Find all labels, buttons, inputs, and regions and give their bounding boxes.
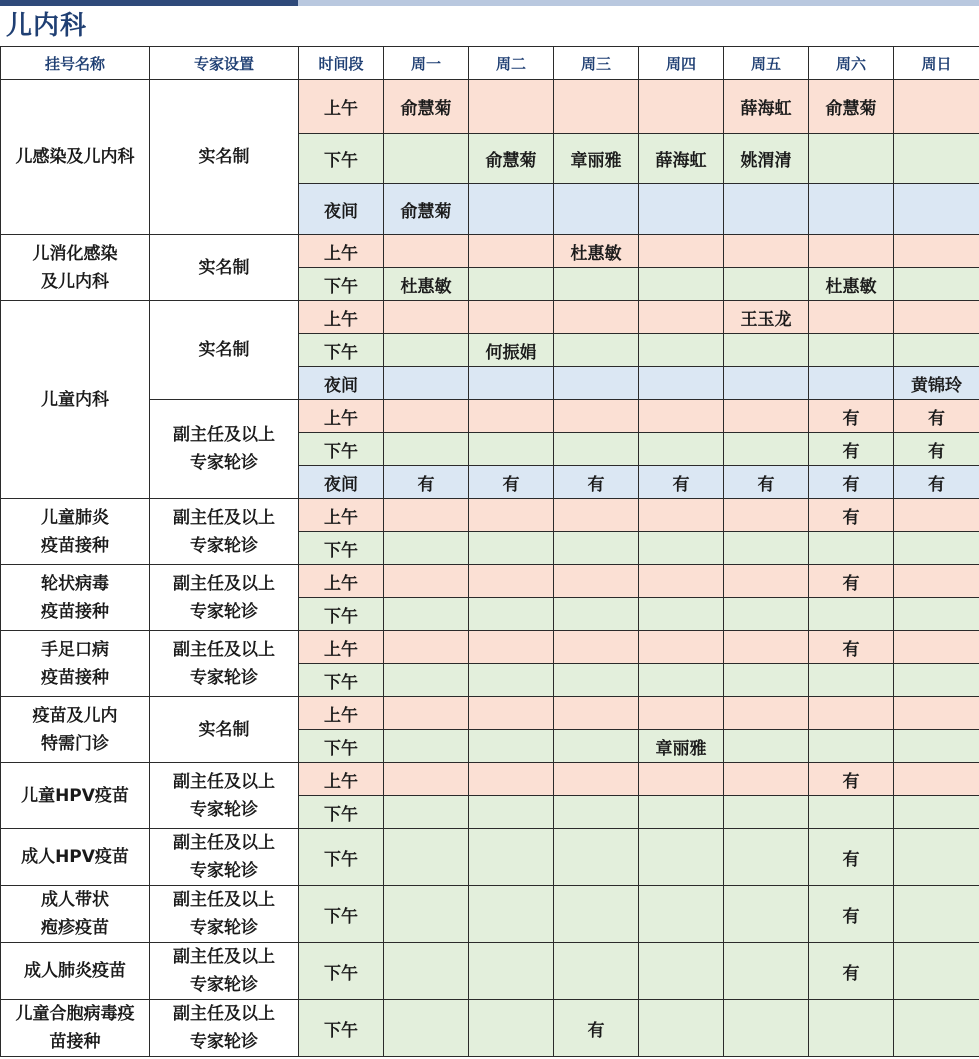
time-slot-cell: 上午	[299, 631, 384, 664]
schedule-cell-monday	[384, 664, 469, 697]
schedule-cell-sunday	[894, 730, 979, 763]
time-slot-cell: 夜间	[299, 184, 384, 235]
schedule-cell-sunday	[894, 763, 979, 796]
schedule-cell-friday	[724, 829, 809, 886]
schedule-cell-sunday	[894, 499, 979, 532]
time-slot-cell: 上午	[299, 80, 384, 134]
schedule-cell-wednesday	[554, 367, 639, 400]
registration-name-cell: 儿消化感染 及儿内科	[1, 235, 150, 301]
schedule-cell-friday: 王玉龙	[724, 301, 809, 334]
schedule-cell-monday	[384, 886, 469, 943]
time-slot-cell: 上午	[299, 400, 384, 433]
schedule-cell-thursday	[639, 532, 724, 565]
schedule-cell-monday	[384, 367, 469, 400]
registration-name-cell: 儿童HPV疫苗	[1, 763, 150, 829]
schedule-cell-saturday	[809, 334, 894, 367]
top-accent-bar	[0, 0, 979, 6]
schedule-cell-saturday: 有	[809, 466, 894, 499]
table-row	[1, 829, 979, 886]
schedule-cell-wednesday	[554, 730, 639, 763]
header-monday: 周一	[384, 47, 469, 80]
schedule-cell-thursday	[639, 664, 724, 697]
schedule-cell-wednesday	[554, 268, 639, 301]
schedule-cell-friday: 薛海虹	[724, 80, 809, 134]
table-row	[1, 697, 979, 730]
schedule-cell-friday	[724, 433, 809, 466]
schedule-cell-wednesday: 有	[554, 466, 639, 499]
schedule-cell-sunday	[894, 184, 979, 235]
expert-setting-cell: 副主任及以上 专家轮诊	[150, 1000, 299, 1057]
schedule-cell-monday	[384, 631, 469, 664]
schedule-cell-monday: 俞慧菊	[384, 184, 469, 235]
registration-name-cell: 疫苗及儿内 特需门诊	[1, 697, 150, 763]
schedule-cell-friday	[724, 943, 809, 1000]
schedule-cell-sunday	[894, 134, 979, 184]
schedule-cell-wednesday	[554, 631, 639, 664]
schedule-cell-saturday	[809, 235, 894, 268]
schedule-cell-friday	[724, 184, 809, 235]
time-slot-cell: 上午	[299, 697, 384, 730]
time-slot-cell: 夜间	[299, 367, 384, 400]
header-thursday: 周四	[639, 47, 724, 80]
time-slot-cell: 下午	[299, 598, 384, 631]
table-row	[1, 301, 979, 334]
schedule-cell-monday	[384, 796, 469, 829]
schedule-cell-tuesday	[469, 80, 554, 134]
expert-setting-cell: 副主任及以上 专家轮诊	[150, 499, 299, 565]
schedule-cell-monday	[384, 499, 469, 532]
schedule-cell-monday	[384, 829, 469, 886]
schedule-cell-thursday: 章丽雅	[639, 730, 724, 763]
schedule-cell-tuesday: 何振娟	[469, 334, 554, 367]
schedule-cell-wednesday	[554, 697, 639, 730]
schedule-cell-friday: 姚渭清	[724, 134, 809, 184]
schedule-cell-friday	[724, 796, 809, 829]
schedule-cell-tuesday	[469, 1000, 554, 1057]
registration-name-cell: 儿童内科	[1, 301, 150, 499]
schedule-cell-saturday: 俞慧菊	[809, 80, 894, 134]
schedule-cell-wednesday	[554, 433, 639, 466]
schedule-cell-thursday	[639, 1000, 724, 1057]
header-time-slot: 时间段	[299, 47, 384, 80]
schedule-cell-wednesday	[554, 565, 639, 598]
schedule-table	[0, 46, 979, 1057]
table-row	[1, 943, 979, 1000]
registration-name-cell: 儿感染及儿内科	[1, 80, 150, 235]
schedule-cell-monday	[384, 730, 469, 763]
top-accent-bar-dark	[0, 0, 298, 6]
schedule-cell-monday	[384, 598, 469, 631]
schedule-cell-tuesday	[469, 886, 554, 943]
registration-name-cell: 儿童肺炎 疫苗接种	[1, 499, 150, 565]
table-row	[1, 80, 979, 134]
schedule-cell-friday	[724, 235, 809, 268]
time-slot-cell: 下午	[299, 134, 384, 184]
table-row	[1, 235, 979, 268]
schedule-cell-thursday	[639, 829, 724, 886]
schedule-cell-monday: 有	[384, 466, 469, 499]
time-slot-cell: 下午	[299, 664, 384, 697]
schedule-cell-friday	[724, 268, 809, 301]
schedule-cell-friday	[724, 367, 809, 400]
schedule-cell-wednesday: 章丽雅	[554, 134, 639, 184]
time-slot-cell: 下午	[299, 943, 384, 1000]
header-registration-name: 挂号名称	[1, 47, 150, 80]
schedule-cell-sunday: 有	[894, 400, 979, 433]
schedule-cell-friday: 有	[724, 466, 809, 499]
schedule-cell-friday	[724, 763, 809, 796]
schedule-cell-saturday	[809, 598, 894, 631]
schedule-cell-tuesday	[469, 235, 554, 268]
schedule-cell-monday	[384, 763, 469, 796]
expert-setting-cell: 副主任及以上 专家轮诊	[150, 886, 299, 943]
schedule-cell-saturday: 有	[809, 565, 894, 598]
schedule-cell-monday	[384, 334, 469, 367]
schedule-cell-sunday	[894, 268, 979, 301]
time-slot-cell: 上午	[299, 565, 384, 598]
expert-setting-cell: 副主任及以上 专家轮诊	[150, 565, 299, 631]
schedule-cell-sunday: 有	[894, 466, 979, 499]
schedule-cell-sunday	[894, 532, 979, 565]
schedule-cell-sunday	[894, 664, 979, 697]
schedule-cell-wednesday	[554, 334, 639, 367]
schedule-cell-wednesday	[554, 886, 639, 943]
expert-setting-cell: 实名制	[150, 80, 299, 235]
schedule-cell-thursday: 有	[639, 466, 724, 499]
schedule-cell-tuesday	[469, 499, 554, 532]
header-tuesday: 周二	[469, 47, 554, 80]
expert-setting-cell: 副主任及以上 专家轮诊	[150, 763, 299, 829]
schedule-cell-thursday	[639, 301, 724, 334]
schedule-cell-thursday	[639, 886, 724, 943]
schedule-cell-monday: 俞慧菊	[384, 80, 469, 134]
header-sunday: 周日	[894, 47, 979, 80]
schedule-cell-tuesday	[469, 763, 554, 796]
schedule-cell-wednesday: 杜惠敏	[554, 235, 639, 268]
header-wednesday: 周三	[554, 47, 639, 80]
schedule-cell-thursday	[639, 80, 724, 134]
header-expert-setting: 专家设置	[150, 47, 299, 80]
schedule-cell-thursday: 薛海虹	[639, 134, 724, 184]
schedule-cell-monday	[384, 433, 469, 466]
schedule-cell-tuesday	[469, 631, 554, 664]
schedule-cell-wednesday	[554, 943, 639, 1000]
registration-name-cell: 儿童合胞病毒疫 苗接种	[1, 1000, 150, 1057]
time-slot-cell: 下午	[299, 1000, 384, 1057]
schedule-cell-saturday	[809, 532, 894, 565]
schedule-cell-saturday: 有	[809, 763, 894, 796]
schedule-cell-tuesday	[469, 664, 554, 697]
schedule-cell-sunday	[894, 235, 979, 268]
schedule-cell-saturday: 有	[809, 886, 894, 943]
schedule-cell-saturday	[809, 1000, 894, 1057]
schedule-cell-thursday	[639, 334, 724, 367]
registration-name-cell: 成人带状 疱疹疫苗	[1, 886, 150, 943]
expert-setting-cell: 实名制	[150, 697, 299, 763]
schedule-cell-wednesday	[554, 184, 639, 235]
schedule-cell-sunday	[894, 301, 979, 334]
schedule-cell-friday	[724, 697, 809, 730]
time-slot-cell: 下午	[299, 334, 384, 367]
schedule-cell-thursday	[639, 184, 724, 235]
schedule-cell-saturday	[809, 697, 894, 730]
schedule-cell-saturday	[809, 184, 894, 235]
schedule-cell-sunday: 有	[894, 433, 979, 466]
schedule-cell-tuesday	[469, 829, 554, 886]
expert-setting-cell: 实名制	[150, 301, 299, 400]
schedule-cell-thursday	[639, 697, 724, 730]
schedule-cell-sunday	[894, 631, 979, 664]
schedule-cell-tuesday	[469, 697, 554, 730]
schedule-cell-sunday: 黄锦玲	[894, 367, 979, 400]
time-slot-cell: 下午	[299, 829, 384, 886]
time-slot-cell: 下午	[299, 886, 384, 943]
time-slot-cell: 下午	[299, 796, 384, 829]
schedule-cell-monday	[384, 301, 469, 334]
time-slot-cell: 下午	[299, 730, 384, 763]
schedule-cell-sunday	[894, 943, 979, 1000]
expert-setting-cell: 副主任及以上 专家轮诊	[150, 631, 299, 697]
top-accent-bar-light	[298, 0, 979, 6]
schedule-cell-sunday	[894, 1000, 979, 1057]
schedule-cell-saturday	[809, 730, 894, 763]
registration-name-cell: 成人肺炎疫苗	[1, 943, 150, 1000]
time-slot-cell: 上午	[299, 499, 384, 532]
schedule-cell-sunday	[894, 565, 979, 598]
schedule-cell-friday	[724, 730, 809, 763]
schedule-cell-monday	[384, 134, 469, 184]
schedule-cell-thursday	[639, 433, 724, 466]
schedule-cell-thursday	[639, 235, 724, 268]
schedule-cell-friday	[724, 499, 809, 532]
table-row	[1, 886, 979, 943]
schedule-cell-thursday	[639, 367, 724, 400]
schedule-cell-monday	[384, 943, 469, 1000]
section-title: 儿内科	[6, 11, 88, 41]
schedule-cell-thursday	[639, 499, 724, 532]
schedule-cell-thursday	[639, 943, 724, 1000]
schedule-cell-friday	[724, 334, 809, 367]
schedule-cell-thursday	[639, 631, 724, 664]
schedule-cell-monday	[384, 1000, 469, 1057]
schedule-cell-sunday	[894, 697, 979, 730]
schedule-cell-friday	[724, 631, 809, 664]
expert-setting-cell: 副主任及以上 专家轮诊	[150, 829, 299, 886]
schedule-cell-sunday	[894, 829, 979, 886]
registration-name-cell: 手足口病 疫苗接种	[1, 631, 150, 697]
schedule-cell-friday	[724, 886, 809, 943]
schedule-cell-monday	[384, 697, 469, 730]
schedule-cell-tuesday	[469, 565, 554, 598]
schedule-cell-monday: 杜惠敏	[384, 268, 469, 301]
schedule-cell-saturday	[809, 134, 894, 184]
schedule-cell-monday	[384, 235, 469, 268]
schedule-cell-wednesday	[554, 796, 639, 829]
expert-setting-cell: 实名制	[150, 235, 299, 301]
expert-setting-cell: 副主任及以上 专家轮诊	[150, 400, 299, 499]
schedule-cell-friday	[724, 532, 809, 565]
schedule-cell-sunday	[894, 886, 979, 943]
schedule-cell-tuesday	[469, 796, 554, 829]
schedule-cell-saturday: 有	[809, 499, 894, 532]
schedule-cell-wednesday	[554, 763, 639, 796]
schedule-cell-wednesday	[554, 400, 639, 433]
schedule-cell-friday	[724, 664, 809, 697]
schedule-cell-sunday	[894, 334, 979, 367]
schedule-cell-sunday	[894, 80, 979, 134]
schedule-cell-wednesday	[554, 664, 639, 697]
schedule-cell-sunday	[894, 796, 979, 829]
schedule-cell-monday	[384, 565, 469, 598]
schedule-cell-monday	[384, 532, 469, 565]
schedule-cell-thursday	[639, 268, 724, 301]
table-row	[1, 631, 979, 664]
schedule-cell-saturday	[809, 796, 894, 829]
schedule-cell-thursday	[639, 598, 724, 631]
header-friday: 周五	[724, 47, 809, 80]
schedule-cell-thursday	[639, 763, 724, 796]
schedule-cell-tuesday	[469, 730, 554, 763]
time-slot-cell: 上午	[299, 301, 384, 334]
schedule-cell-wednesday	[554, 532, 639, 565]
schedule-cell-friday	[724, 1000, 809, 1057]
schedule-cell-wednesday	[554, 499, 639, 532]
schedule-cell-tuesday	[469, 598, 554, 631]
schedule-cell-thursday	[639, 565, 724, 598]
schedule-cell-saturday: 有	[809, 943, 894, 1000]
time-slot-cell: 下午	[299, 433, 384, 466]
registration-name-cell: 轮状病毒 疫苗接种	[1, 565, 150, 631]
schedule-cell-tuesday	[469, 268, 554, 301]
header-saturday: 周六	[809, 47, 894, 80]
schedule-cell-saturday	[809, 367, 894, 400]
schedule-cell-saturday: 有	[809, 631, 894, 664]
schedule-cell-tuesday	[469, 532, 554, 565]
schedule-cell-tuesday: 有	[469, 466, 554, 499]
schedule-cell-tuesday	[469, 433, 554, 466]
time-slot-cell: 上午	[299, 763, 384, 796]
time-slot-cell: 下午	[299, 532, 384, 565]
schedule-cell-monday	[384, 400, 469, 433]
table-row	[1, 565, 979, 598]
time-slot-cell: 上午	[299, 235, 384, 268]
schedule-cell-tuesday	[469, 184, 554, 235]
schedule-cell-saturday: 有	[809, 400, 894, 433]
schedule-cell-friday	[724, 565, 809, 598]
schedule-cell-sunday	[894, 598, 979, 631]
schedule-cell-saturday: 杜惠敏	[809, 268, 894, 301]
schedule-cell-thursday	[639, 400, 724, 433]
registration-name-cell: 成人HPV疫苗	[1, 829, 150, 886]
schedule-cell-thursday	[639, 796, 724, 829]
table-row	[1, 763, 979, 796]
schedule-cell-wednesday	[554, 301, 639, 334]
time-slot-cell: 夜间	[299, 466, 384, 499]
schedule-cell-wednesday	[554, 80, 639, 134]
schedule-cell-tuesday	[469, 943, 554, 1000]
schedule-cell-tuesday	[469, 301, 554, 334]
table-row	[1, 1000, 979, 1057]
schedule-cell-tuesday	[469, 400, 554, 433]
schedule-cell-tuesday: 俞慧菊	[469, 134, 554, 184]
schedule-cell-tuesday	[469, 367, 554, 400]
schedule-cell-friday	[724, 598, 809, 631]
table-row	[1, 499, 979, 532]
schedule-cell-saturday: 有	[809, 433, 894, 466]
time-slot-cell: 下午	[299, 268, 384, 301]
schedule-cell-wednesday	[554, 598, 639, 631]
schedule-cell-saturday	[809, 301, 894, 334]
schedule-cell-saturday: 有	[809, 829, 894, 886]
schedule-cell-wednesday	[554, 829, 639, 886]
schedule-cell-wednesday: 有	[554, 1000, 639, 1057]
header-row	[1, 47, 979, 80]
expert-setting-cell: 副主任及以上 专家轮诊	[150, 943, 299, 1000]
schedule-cell-saturday	[809, 664, 894, 697]
schedule-cell-friday	[724, 400, 809, 433]
